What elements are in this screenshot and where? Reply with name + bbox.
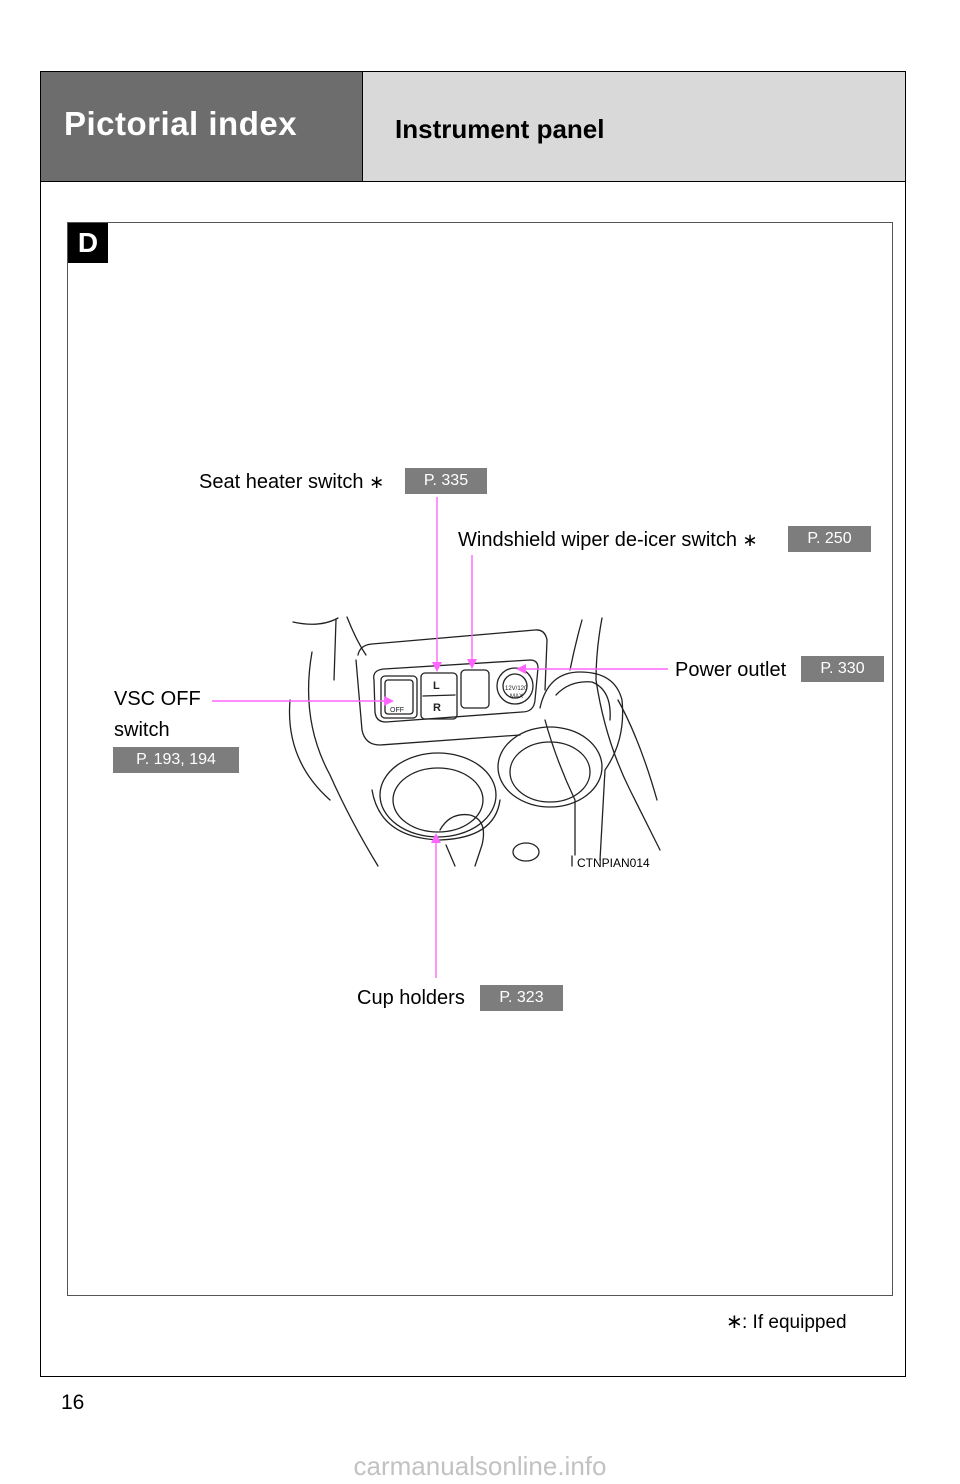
cup-divider xyxy=(440,815,484,866)
vsc-off-label-line2: switch xyxy=(114,719,170,741)
shifter-front xyxy=(545,720,575,855)
cup-holder-right-inner xyxy=(510,742,590,802)
dash-edge xyxy=(334,620,336,680)
floor-button xyxy=(513,843,539,861)
wiper-deicer-page-ref[interactable]: P. 250 xyxy=(788,526,871,552)
footnote-asterisk: ∗ xyxy=(726,1311,743,1333)
seat-heater-asterisk: ∗ xyxy=(369,472,385,492)
seat-heater-page-ref[interactable]: P. 335 xyxy=(405,468,487,494)
power-outlet-label: Power outlet xyxy=(675,659,787,681)
seat-heater-r-text: R xyxy=(433,702,441,714)
page-subtitle: Instrument panel xyxy=(395,114,605,144)
vsc-off-page-ref[interactable]: P. 193, 194 xyxy=(113,747,239,773)
wiper-deicer-text: Windshield wiper de-icer switch xyxy=(458,529,737,551)
cup-holders-label: Cup holders xyxy=(357,987,465,1009)
seat-heater-text: Seat heater switch xyxy=(199,471,364,493)
wiper-deicer-switch-shape xyxy=(461,670,489,708)
figure-code: CTNPIAN014 xyxy=(577,856,650,870)
section-title: Pictorial index xyxy=(64,105,298,142)
dash-curve-left-2 xyxy=(347,617,366,655)
console-side-right-3 xyxy=(618,700,657,800)
wiper-deicer-asterisk: ∗ xyxy=(742,530,758,550)
console-side-right-2 xyxy=(596,618,660,850)
wiper-deicer-label xyxy=(458,528,758,552)
seat-heater-divider xyxy=(423,695,455,696)
shifter-outline xyxy=(540,672,623,860)
cup-holder-left-inner xyxy=(393,768,483,832)
outlet-max-text: MAX xyxy=(510,694,524,700)
outlet-text: 12V/120 xyxy=(505,686,528,692)
cup-divider-2 xyxy=(446,845,455,866)
dash-curve-left xyxy=(293,618,338,624)
console-side-right xyxy=(570,620,582,670)
power-outlet-page-ref[interactable]: P. 330 xyxy=(801,656,884,682)
cup-holders-page-ref[interactable]: P. 323 xyxy=(480,985,563,1011)
footnote-text: : If equipped xyxy=(742,1312,847,1333)
seat-heater-l-text: L xyxy=(433,680,440,692)
section-badge: D xyxy=(68,223,108,263)
cup-holder-left-outer xyxy=(380,753,496,837)
page-number: 16 xyxy=(61,1391,85,1414)
console-side-left xyxy=(309,652,378,866)
vsc-off-label-line1: VSC OFF xyxy=(114,688,201,710)
watermark: carmanualsonline.info xyxy=(353,1451,607,1481)
seat-heater-label xyxy=(199,470,384,494)
vsc-switch-text: OFF xyxy=(390,707,404,714)
